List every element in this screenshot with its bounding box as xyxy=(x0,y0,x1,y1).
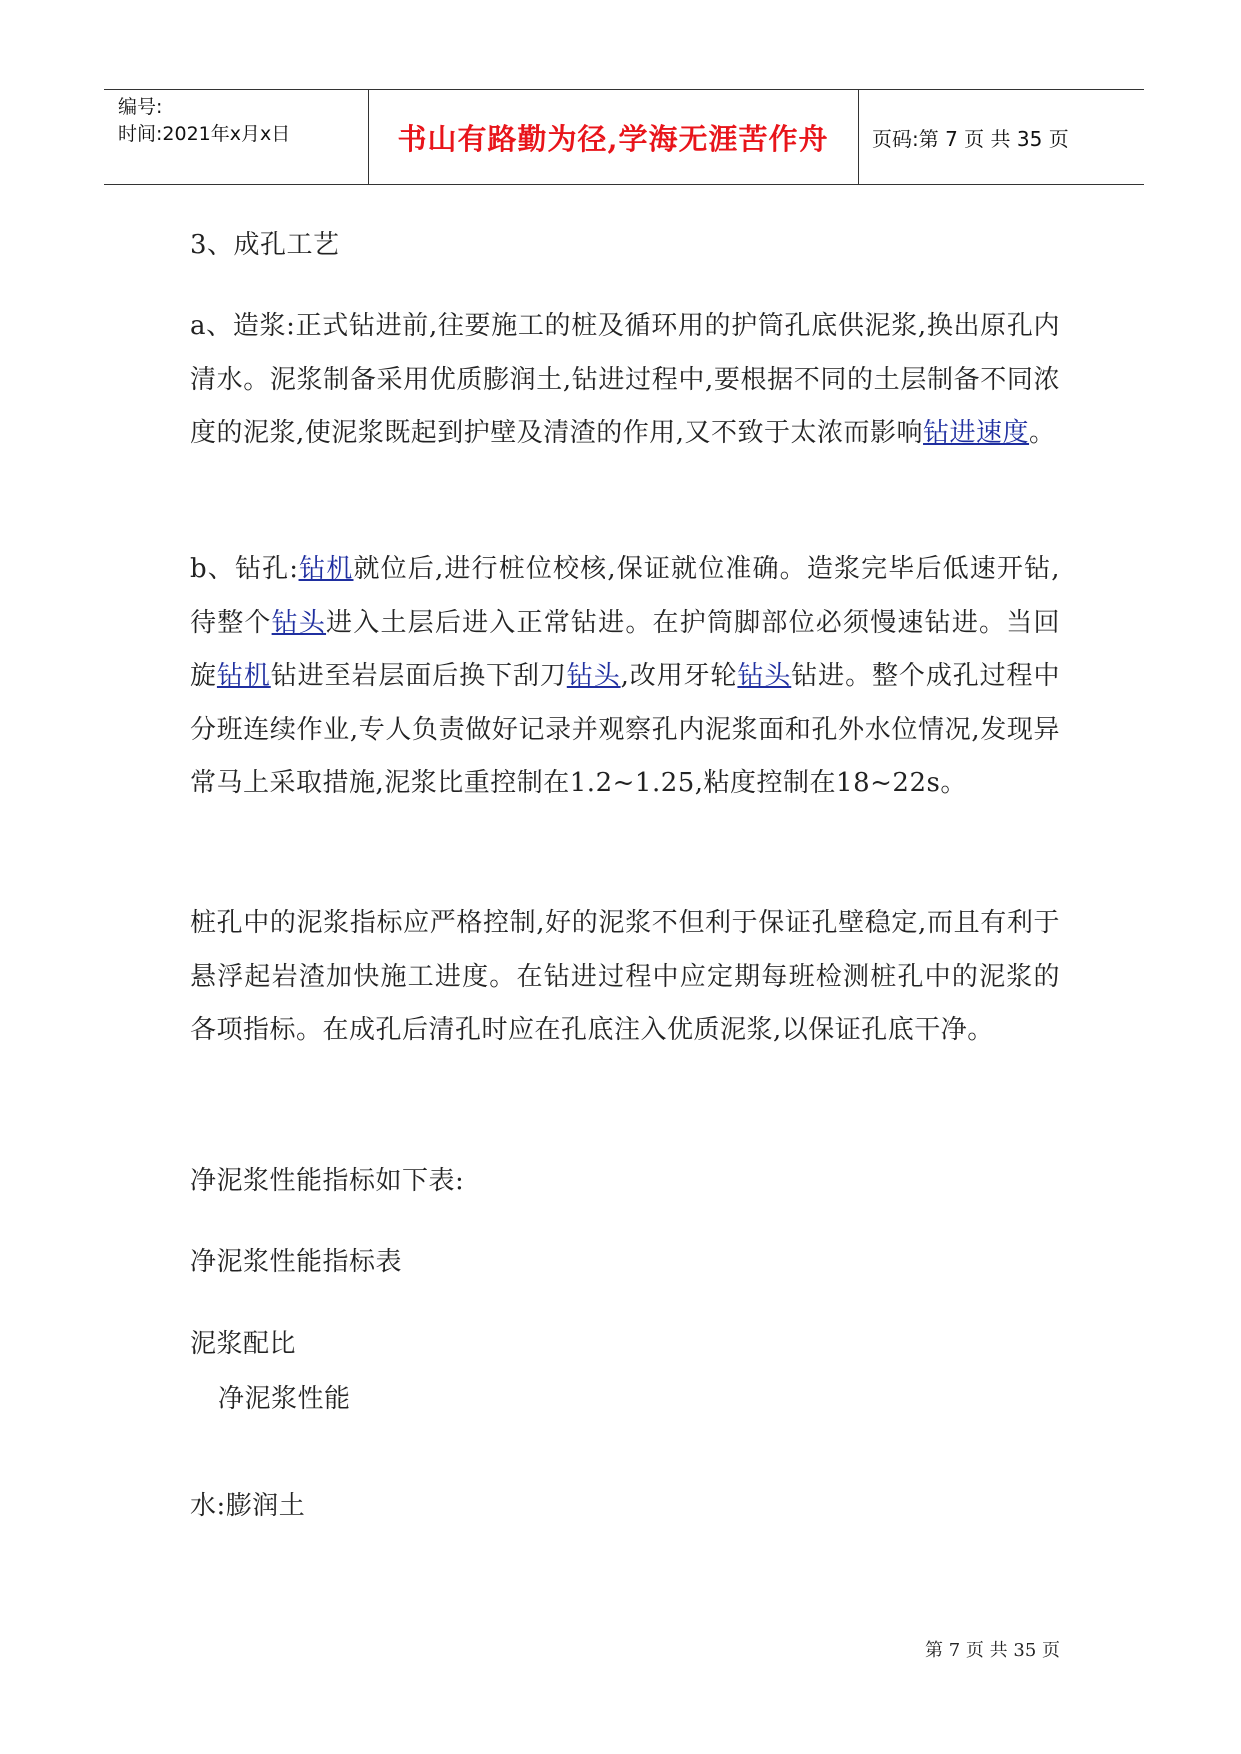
link-drill-bit[interactable]: 钻头 xyxy=(271,607,327,638)
paragraph-text: a、造浆:正式钻进前,往要施工的桩及循环用的护筒孔底供泥浆,换出原孔内清水。泥浆制备采用优质膨润土,钻进过程中,要根据不同的土层制备不同浓度的泥浆,使泥浆既起到护壁及清渣的作用,又不致于太浓而影响 xyxy=(190,311,1060,448)
link-drill-bit[interactable]: 钻头 xyxy=(566,661,621,691)
ratio-label: 水:膨润土 xyxy=(190,1491,306,1521)
column-slurry-ratio: 泥浆配比 xyxy=(190,1329,297,1359)
link-drilling-rig[interactable]: 钻机 xyxy=(216,661,271,691)
paragraph-text: 就位后,进行桩位校核,保证就位准确。造浆完毕后低速开钻,待整个 xyxy=(190,554,1060,638)
page-footer: 第 7 页 共 35 页 xyxy=(925,1640,1060,1661)
time-label: 时间:2021年x月x日 xyxy=(118,123,291,145)
header-info xyxy=(118,94,290,148)
table-intro: 净泥浆性能指标如下表: xyxy=(190,1166,465,1196)
header-page-number: 页码:第 7 页 共 35 页 xyxy=(872,126,1069,151)
paragraph-text: 钻进至岩层面后换下刮刀 xyxy=(270,661,567,691)
table-title: 净泥浆性能指标表 xyxy=(190,1247,403,1277)
link-drilling-rig[interactable]: 钻机 xyxy=(298,554,354,584)
document-header xyxy=(104,89,1144,185)
paragraph-slurry-control: 桩孔中的泥浆指标应严格控制,好的泥浆不但利于保证孔壁稳定,而且有利于悬浮起岩渣加快施工进度。在钻进过程中应定期每班检测桩孔中的泥浆的各项指标。在成孔后清孔时应在孔底注入优质泥浆,以保证孔底干净。 xyxy=(190,908,1060,1045)
paragraph-text: 钻进。整个成孔过程中分班连续作业,专人负责做好记录并观察孔内泥浆面和孔外水位情况,发现异常马上采取措施,泥浆比重控制在1.2~1.25,粘度控制在18~22s。 xyxy=(190,661,1060,798)
serial-number-label: 编号: xyxy=(118,96,163,118)
paragraph-drilling xyxy=(190,543,1060,811)
paragraph-text: ,改用牙轮 xyxy=(620,661,738,691)
paragraph-text: b、钻孔: xyxy=(190,554,299,584)
link-drilling-speed[interactable]: 钻进速度 xyxy=(923,418,1030,448)
paragraph-text: 进入土层后进入正常钻进。在护筒脚部位必须慢速钻进。当回旋 xyxy=(190,607,1060,691)
header-divider xyxy=(858,90,859,184)
column-slurry-performance: 净泥浆性能 xyxy=(218,1384,351,1414)
link-drill-bit[interactable]: 钻头 xyxy=(737,661,792,691)
header-motto: 书山有路勤为径,学海无涯苦作舟 xyxy=(397,121,829,156)
paragraph-slurry xyxy=(190,300,1060,461)
paragraph-text: 。 xyxy=(1029,418,1056,448)
section-title: 3、成孔工艺 xyxy=(190,230,340,260)
